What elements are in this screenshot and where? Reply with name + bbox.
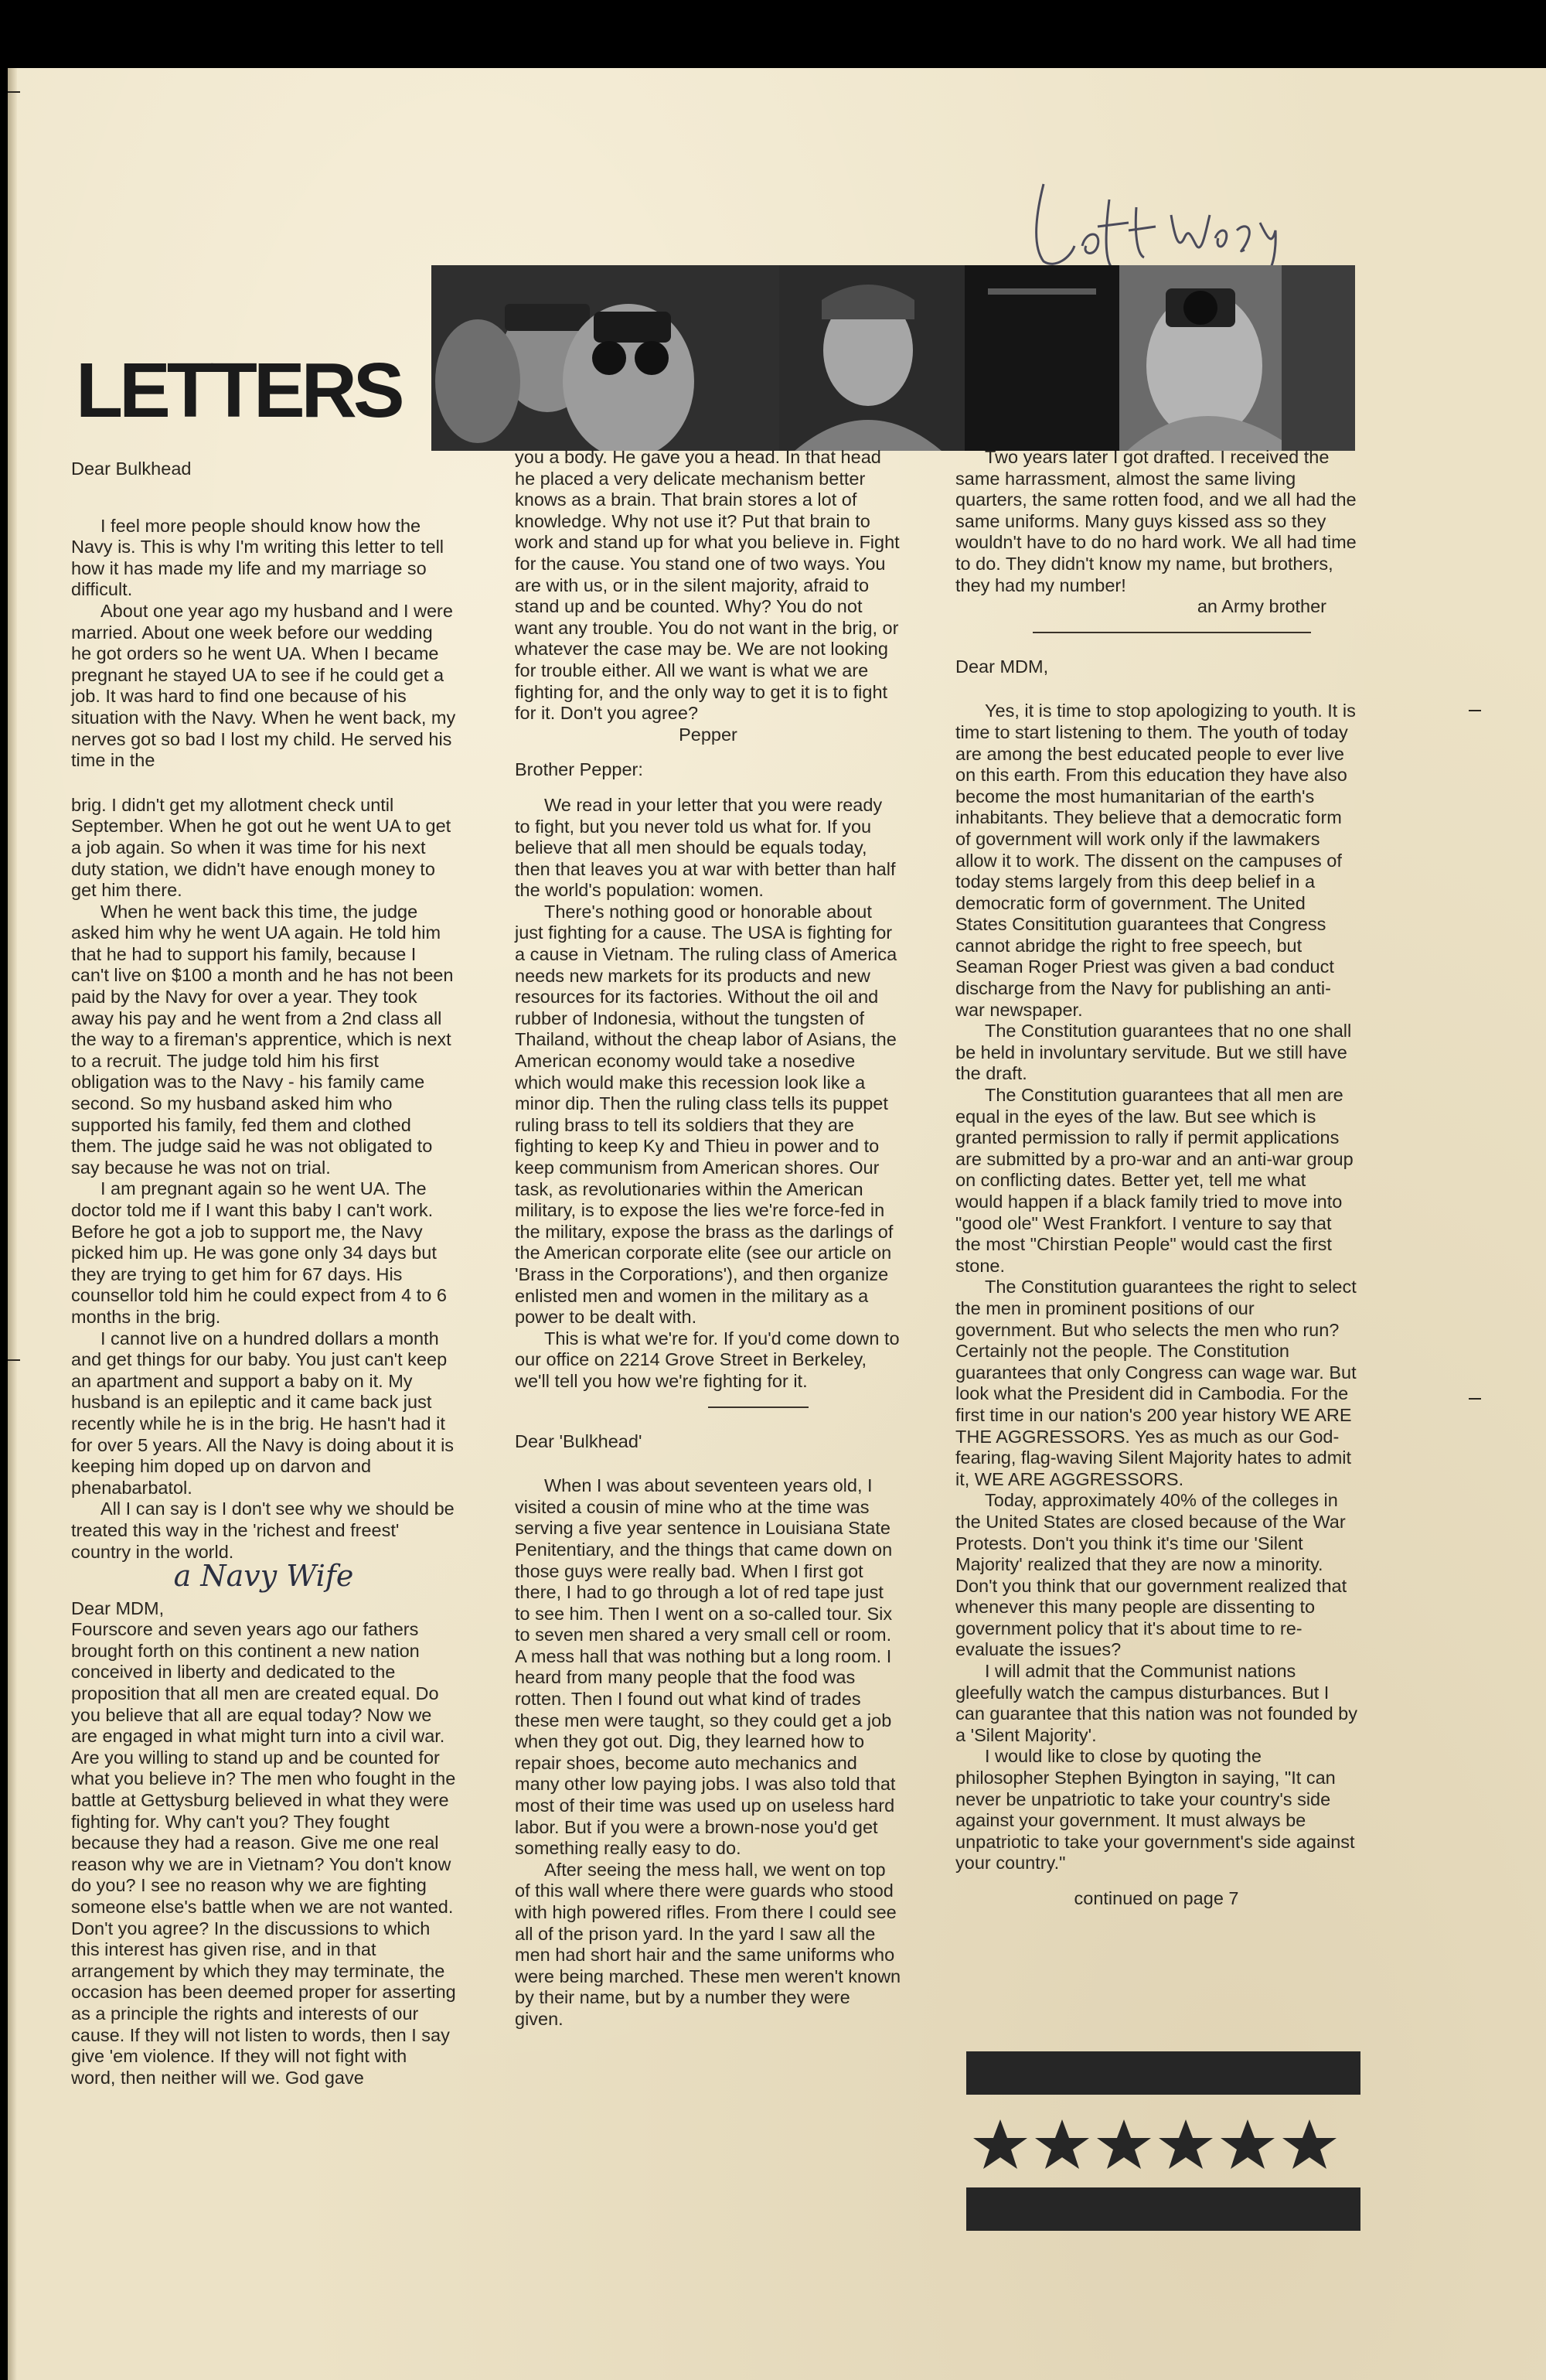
divider — [708, 1407, 809, 1408]
star-icon — [1282, 2119, 1337, 2169]
letter-paragraph: After seeing the mess hall, we went on top of this wall where there were guards who stood with high powered rifles. From there I could see all of the prison yard. In the yard I saw all the men had short hair and the same uniforms who were being marched. These men weren't known by their name, but by a number they were given. — [515, 1859, 901, 2029]
letter-paragraph: Yes, it is time to stop apologizing to youth. It is time to start listening to them. The youth of today are among the best educated people to ever live on this earth. From this education they have also become the most humanitarian of the earth's inhabitants. They believe that a democratic form of government will work only if the lawmakers allow it to work. The dissent on the campuses of today stems largely from this deep belief in a democratic form of government. The United States Consititution guarantees that Congress cannot abridge the right to free speech, but Seaman Roger Priest was given a bad conduct discharge from the Navy for publishing an anti-war newspaper. — [955, 701, 1356, 1020]
salutation: Brother Pepper: — [515, 759, 643, 780]
letter-signature: an Army brother — [1197, 596, 1326, 617]
star-icon — [1221, 2119, 1275, 2169]
letter-paragraph: We read in your letter that you were ready to fight, but you never told us what for. If you believe that all men should be equals today, then that leaves you at war with better than half the world's population: women. — [515, 794, 896, 901]
letter-paragraph: The Constitution guarantees that all men are equal in the eyes of the law. But see which is granted permission to rally if permit applications are submitted by a pro-war and an anti-war group on conflicting dates. Better yet, tell me what would happen if a black family tried to move into "good ole" West Frankfort. I venture to say that the most "Chirstian People" would cast the first stone. — [955, 1085, 1354, 1276]
letter-paragraph: I feel more people should know how the Navy is. This is why I'm writing this letter to tell how it has made my life and my marriage so difficult. — [71, 515, 444, 600]
divider — [1033, 632, 1311, 633]
margin-mark — [8, 91, 20, 93]
margin-mark — [1469, 710, 1481, 711]
letter-paragraph: Today, approximately 40% of the colleges in the United States are closed because of the War Protests. Don't you think it's time our 'Silent Majority' realized that they are now a minority. Don't you think that our government realized that whenever this many people are dissenting to government policy that it's about time to re-evaluate the issues? — [955, 1490, 1347, 1660]
letter-paragraph: The Constitution guarantees that no one shall be held in involuntary servitude. But we still have the draft. — [955, 1021, 1352, 1084]
continued-note: continued on page 7 — [1074, 1888, 1239, 1908]
letter-paragraph: About one year ago my husband and I were married. About one week before our wedding he got orders so he went UA. When I became pregnant he stayed UA to see if he could get a job. It was hard to find one because of his situation with the Navy. When he went back, my nerves got so bad I lost my child. He served his time in the — [71, 600, 456, 771]
letter-paragraph: I will admit that the Communist nations gleefully watch the campus disturbances. But I can guarantee that this nation was not founded by a 'Silent Majority'. — [955, 1661, 1357, 1745]
letter-paragraph: All I can say is I don't see why we should be treated this way in the 'richest and freest' country in the world. — [71, 1499, 455, 1562]
letter-paragraph: There's nothing good or honorable about just fighting for a cause. The USA is fighting for a cause in Vietnam. The ruling class of America needs new markets for its products and new resources for its factories. Without the oil and rubber of Indonesia, without the tungsten of Thailand, without the cheap labor of Asians, the American economy would take a nosedive which would make this recession look like a minor dip. Then the ruling class tells its puppet ruling brass to tell its soldiers that they are fighting to keep Ky and Thieu in power and to keep communism from American shores. Our task, as revolutionaries within the American military, is to expose the lies we're force-fed in the military, expose the brass as the darlings of the American corporate elite (see our article on 'Brass in the Corporations'), and then organize enlisted men and women in the military as a power to be dealt with. — [515, 901, 897, 1328]
letters-masthead — [76, 265, 1355, 451]
margin-mark — [1469, 1398, 1481, 1400]
letter-paragraph: I cannot live on a hundred dollars a month and get things for our baby. You just can't keep an apartment and support a baby on it. My husband is an epileptic and it came back just recently while he is in the brig. He hasn't had it for over 5 years. All the Navy is doing about it is keeping him doped up on darvon and phenabarbatol. — [71, 1328, 455, 1498]
letter-paragraph: brig. I didn't get my allotment check until September. When he got out he went UA to get a job again. So when it was time for his next duty station, we didn't have enough money to get him there. — [71, 794, 451, 901]
masthead-photo — [431, 265, 1355, 451]
page-edge — [8, 68, 17, 2380]
stars-stripes-graphic — [966, 2051, 1360, 2231]
column-1 — [71, 459, 456, 2088]
letter-paragraph: I am pregnant again so he went UA. The doctor told me if I want this baby I can't work. Before he got a job to support me, the Navy picked him up. He was gone only 34 days but they are trying to get him for 67 days. His counsellor told him he could expect from 4 to 6 months in the brig. — [71, 1178, 447, 1327]
star-icon — [1097, 2119, 1151, 2169]
letter-paragraph: Fourscore and seven years ago our fathers brought forth on this continent a new nation conceived in liberty and dedicated to the proposition that all men are created equal. Do you believe that all are equal today? Now we are engaged in what might turn into a civil war. Are you willing to stand up and be counted for what you believe in? The men who fought in the battle at Gettysburg believed in what they were fighting for. Why can't you? They fought because they had a reason. Give me one real reason why we are in Vietnam? You don't know do you? I see no reason why we are fighting someone else's battle when we are not wanted. Don't you agree? In the discussions to which this interest has given rise, and in that arrangement by which they may terminate, the occasion has been deemed proper for asserting as a principle the rights and interests of our cause. If they will not listen to words, then I say give 'em violence. If they will not fight with word, then neither will we. God gave — [71, 1619, 456, 2088]
column-3 — [955, 447, 1357, 1910]
letter-paragraph: The Constitution guarantees the right to select the men in prominent positions of our government. But who selects the men who run? Certainly not the people. The Constitution guarantees that only Congress can wage war. But look what the President did in Cambodia. For the first time in our nation's 200 year history WE ARE THE AGGRESSORS. Yes as much as our God-fearing, flag-waving Silent Majority hates to admit it, WE ARE AGGRESSORS. — [955, 1277, 1357, 1489]
letter-paragraph: This is what we're for. If you'd come down to our office on 2214 Grove Street in Berkeley, we'll tell you how we're fighting for it. — [515, 1328, 900, 1391]
salutation: Dear MDM, — [71, 1597, 165, 1618]
star-icon — [973, 2119, 1027, 2169]
letter-paragraph: When he went back this time, the judge asked him why he went UA again. He told him that he had to support his family, because I can't live on $100 a month and he has not been paid by the Navy for over a year. They took away his pay and he went from a 2nd class all the way to a fireman's apprentice, which is next to a recruit. The judge told him his first obligation was to the Navy - his family came second. So my husband asked him who supported his family, fed them and clothed them. The judge said he was not obligated to say because he was not on trial. — [71, 901, 454, 1178]
salutation: Dear MDM, — [955, 656, 1049, 677]
letter-paragraph: Two years later I got drafted. I received the same harrassment, almost the same living quarters, the same rotten food, and we all had the same uniforms. Many guys kissed ass so they wouldn't have to do no hard work. We all had time to do. They didn't know my name, but brothers, they had my number! — [955, 447, 1357, 595]
letter-signature: Pepper — [679, 724, 737, 745]
letter-signature: a Navy Wife — [173, 1559, 354, 1594]
salutation: Dear 'Bulkhead' — [515, 1430, 642, 1451]
newspaper-page — [8, 68, 1546, 2380]
letter-paragraph: you a body. He gave you a head. In that head he placed a very delicate mechanism better knows as a brain. That brain stores a lot of knowledge. Why not use it? Put that brain to work and stand up for what you believe in. Fight for the cause. You stand one of two ways. You are with us, or in the silent majority, afraid to stand up and be counted. Why? You do not want any trouble. You do not want in the brig, or whatever the case may be. We are not looking for trouble either. All we want is what we are fighting for, and the only way to get it is to fight for it. Don't you agree? — [515, 447, 900, 724]
handwritten-note — [1013, 153, 1291, 277]
section-title: LETTERS — [76, 347, 401, 434]
star-icon — [1035, 2119, 1089, 2169]
star-icon — [1159, 2119, 1213, 2169]
letter-paragraph: When I was about seventeen years old, I visited a cousin of mine who at the time was serving a five year sentence in Louisiana State Penitentiary, and the things that came down on those guys were really bad. When I first got there, I had to go through a lot of red tape just to see him. Then I went on a so-called tour. Six to seven men shared a very small cell or room. A mess hall that was nothing but a long room. I heard from many people that the food was rotten. Then I found out what kind of trades these men were taught, so they could get a job when they got out. Dig, they learned how to repair shoes, become auto mechanics and many other low paying jobs. I was also told that most of their time was used up on useless hard labor. But if you were a brown-nose you'd get something really easy to do. — [515, 1475, 896, 1859]
salutation: Dear Bulkhead — [71, 459, 192, 479]
column-2 — [515, 447, 901, 2031]
letter-paragraph: I would like to close by quoting the philosopher Stephen Byington in saying, "It can never be unpatriotic to take your country's side against your government. It must always be unpatriotic to take your government's side against your country." — [955, 1746, 1355, 1874]
margin-mark — [8, 1359, 20, 1361]
